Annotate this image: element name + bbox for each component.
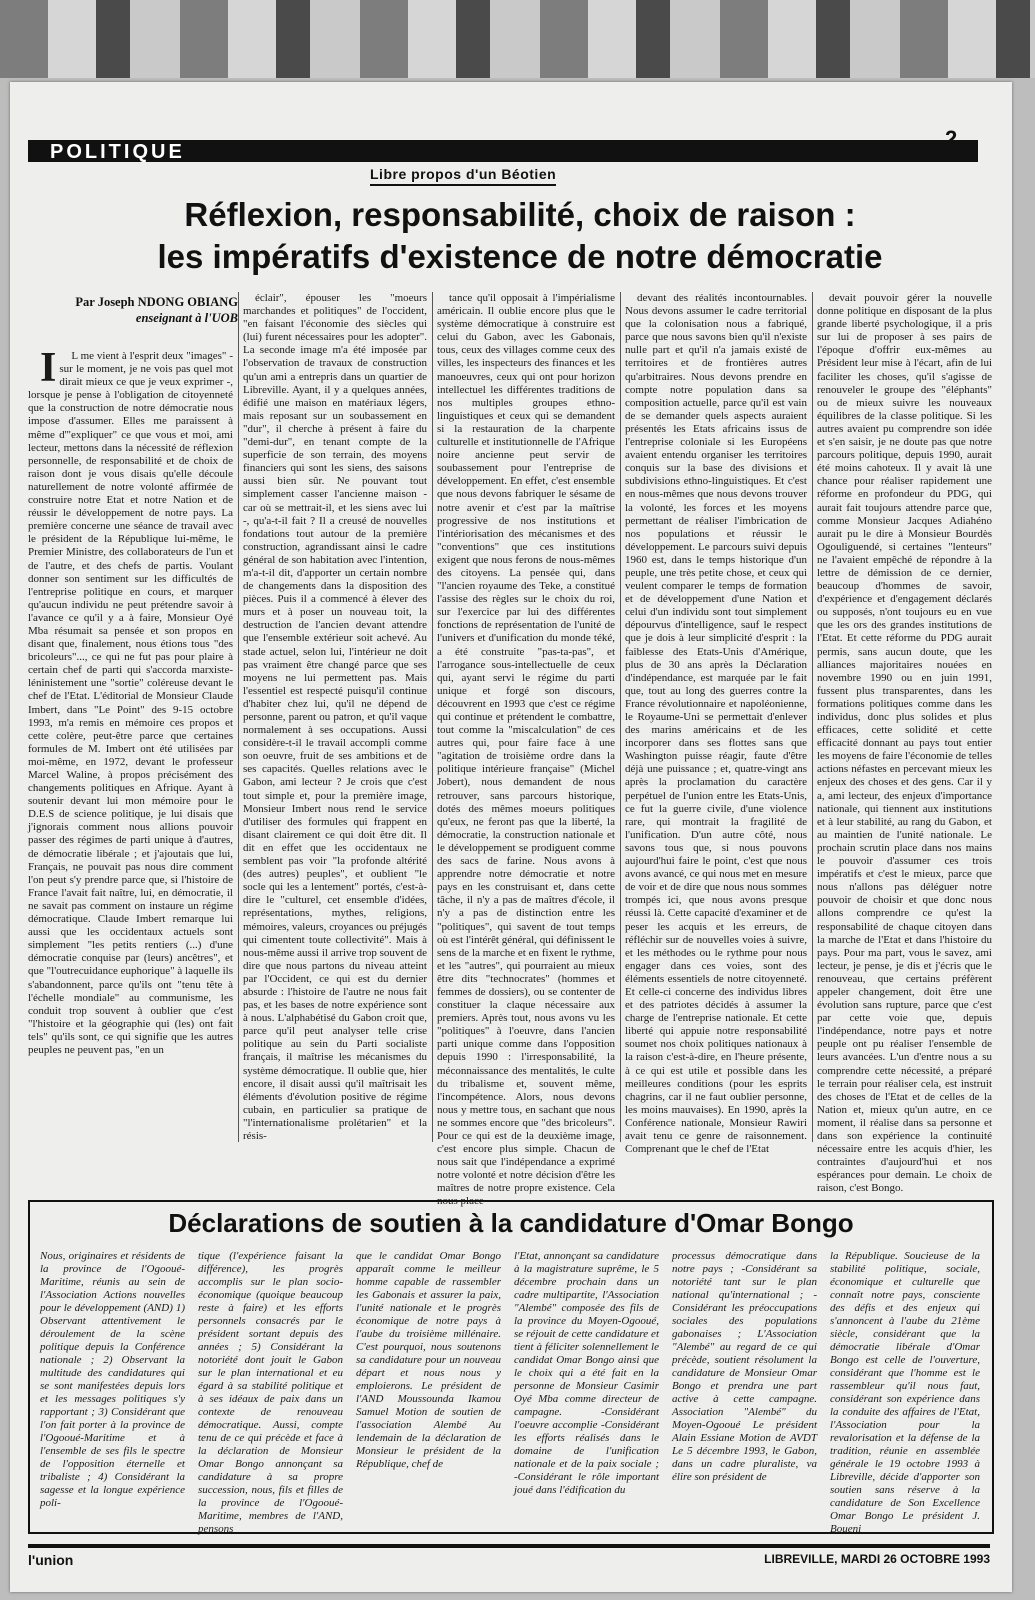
box-column-3 — [356, 1250, 501, 1525]
scanner-edge — [0, 0, 1035, 78]
newspaper-logo: l'union — [28, 1552, 74, 1568]
article-text: L me vient à l'esprit deux "images" - sur le moment, je ne vois pas quel mot dirait mieux ce que je veux exprimer -, lorsque je pense à l'obligation de citoyenneté que la construction de notre démocratie nous impose d'assumer. Elles me paraissent à même d'"expliquer" ce que vous et moi, ami lecteur, mettons dans la nécessité de réflexion personnelle, de responsabilité et de choix de raison dont je vous disais qu'elle découle naturellement de notre volonté affirmée de construire notre Etat et notre Nation et de réussir le développement de notre pays. La première concerne une séance de travail avec le président de la République lui-même, le Premier Ministre, des collaborateurs de l'un et de l'autre, et des chefs de partis. Voulant donner son sentiment sur les difficultés de l'entreprise politique en cours, et marquer qu'aucun individu ne peut prétendre savoir à l'avance ce qu'il y a à faire, Monsieur Oyé Mba résumait sa pensée et son propos en disant que, finalement, nous étions tous "des bricoleurs"..., ce qui ne fut pas pour plaire à certain chef de parti qui s'accorda marxiste-léninistement une "sortie" coléreuse devant le chef de l'Etat. L'éditorial de Monsieur Claude Imbert, dans "Le Point" des 9-15 octobre 1993, m'a remis en mémoire ces propos et cette colère, peut-être parce que certaines formules de M. Imbert ont été utilisées par moi-même, en 1972, devant le professeur Marcel Waline, à propos précisément des changements politiques en Afrique. Ayant à soutenir devant lui mon mémoire pour le D.E.S de science politique, je lui disais que j'ignorais comment nous allions pouvoir passer des régimes de parti unique à d'autres, de démocratie libérale ; et j'ajoutais que lui, Français, ne pouvait pas nous dire comment l'on peut s'y prendre parce que, si l'histoire de France l'avait fait naître, lui, en démocratie, il ne savait pas comment on instaure un régime démocratique. Claude Imbert remarque lui aussi que les occidentaux actuels sont simplement "les petits rentiers (...) d'une démocratie conquise par (leurs) ancêtres", et que "l'outrecuidance euphorique" à laquelle ils s'abandonnent, parce qu'ils ont "tenu tête à l'échelle mondiale" au communisme, les conduit trop souvent à oublier que c'est "l'histoire et la géographie qui (les) ont fait tels" qu'ils sont, ce qui signifie que les autres peuples ne peuvent pas, "en un — [28, 350, 233, 1056]
article-kicker: Libre propos d'un Béotien — [370, 166, 556, 186]
box-text: que le candidat Omar Bongo apparaît comme le meilleur homme capable de rassembler les Gabonais et assurer la paix, l'unité nationale et le progrès économique de notre pays à l'aube du troisième millénaire. C'est pourquoi, nous soutenons sa candidature pour un nouveau départ et nous nous y emploierons. Le président de l'AND Moussounda Ikamou Samuel Motion de soutien de l'association Alembé Au lendemain de la déclaration de Monsieur le président de la République, chef de — [356, 1250, 501, 1470]
box-text: tique (l'expérience faisant la différence), les progrès accomplis sur le plan socio-économique (quoique beaucoup reste à faire) et les efforts personnels consacrés par le président sortant depuis des années ; 5) Considérant la notoriété dont jouit le Gabon sur le plan international et eu égard à sa stabilité politique et à ses idéaux de paix dans un contexte de renouveau démocratique. Aussi, compte tenu de ce qui précède et face à la déclaration de Monsieur Omar Bongo annonçant sa candidature à sa propre succession, nous, fils et filles de la province de l'Ogooué-Maritime, membres de l'AND, pensons — [198, 1250, 343, 1535]
box-text: l'Etat, annonçant sa candidature à la magistrature suprême, le 5 décembre prochain dans un cadre multipartite, l'Association "Alembé" composée des fils de la province du Moyen-Ogooué, se réjouit de cette candidature et tient à féliciter solennellement le candidat Omar Bongo ainsi que le choix qui a été fait en la personne de Monsieur Casimir Oyé Mba comme directeur de campagne. -Considérant l'oeuvre accomplie -Considérant les efforts réalisés dans le domaine de l'unification nationale et de la paix sociale ; -Considérant le rôle important joué dans l'édification du — [514, 1250, 659, 1496]
box-column-5 — [672, 1250, 817, 1525]
section-banner — [28, 140, 978, 162]
box-text: Nous, originaires et résidents de la province de l'Ogooué-Maritime, réunis au sein de l'Association Actions nouvelles pour le développement (AND) 1) Observant attentivement le déroulement de la scène politique depuis la Conférence nationale ; 2) Observant la multitude des candidatures qui se sont manifestées depuis lors et les messages politiques s'y rapportant ; 3) Considérant que l'on fait porter à la province de l'Ogooué-Maritime et à l'ensemble de ses fils le spectre de l'opposition éternelle et tribaliste ; 4) Considérant la sagesse et la longue expérience poli- — [40, 1250, 185, 1509]
article-headline — [70, 194, 970, 278]
box-text: la République. Soucieuse de la stabilité politique, sociale, économique et culturelle que connaît notre pays, consciente des défis et des enjeux qui s'annoncent à l'aube du 21ème siècle, considérant que la démocratie libérale d'Omar Bongo est celle de l'ouverture, considérant que l'homme est le rassembleur qu'il nous faut, considérant son expérience dans la conduite des affaires de l'Etat, l'Association pour la revalorisation et la défense de la tradition, réunie en assemblée générale le 19 octobre 1993 à Libreville, décide d'apporter son soutien sans réserve à la candidature de Son Excellence Omar Bongo Le président J. Boueni — [830, 1250, 980, 1535]
headline-line-2: les impératifs d'existence de notre démocratie — [157, 238, 883, 275]
newspaper-page — [10, 82, 1012, 1592]
box-column-2 — [198, 1250, 343, 1535]
byline — [28, 294, 238, 326]
page-footer — [28, 1544, 990, 1574]
box-title: Déclarations de soutien à la candidature d'Omar Bongo — [168, 1208, 854, 1238]
article-column-3 — [437, 292, 615, 1208]
box-text: processus démocratique dans notre pays ; -Considérant sa notoriété tant sur le plan national qu'international ; -Considérant les préoccupations sociales des populations gabonaises ; L'Association "Alembé" au regard de ce qui précède, soutient résolument la candidature de Monsieur Omar Bongo et prendra une part active à cette campagne. Association "Alembé" du Moyen-Ogooué Le président Alain Essiane Motion de AVDT Le 5 décembre 1993, le Gabon, dans un cadre pluraliste, va élire son président de — [672, 1250, 817, 1483]
article-column-2 — [243, 292, 427, 1140]
author-name: Par Joseph NDONG OBIANG — [75, 295, 238, 309]
article-column-5 — [817, 292, 992, 1195]
article-text: devait pouvoir gérer la nouvelle donne politique en disposant de la plus grande liberté psychologique, il a pris sur lui de proposer à ses pairs de l'époque d'offrir eux-mêmes au Président leur mise à l'écart, afin de lui faciliter les choses, qu'il s'agisse de renouveler le groupe des "éléphants" ou de mieux suivre les nouveaux équilibres de la classe politique. Si les autres avaient pu comprendre son idée et s'en saisir, je ne doute pas que notre parcours politique, depuis 1990, aurait été moins cahoteux. Il y avait là une chance pour réaliser rapidement une réforme en profondeur du PDG, qui aurait fait toujours attendre parce que, comme Monsieur Jacques Adiahéno aurait pu le dire à Monsieur Bourdès Ogouliguendé, si certaines "lenteurs" ne l'avaient empêché de répondre à la lettre de démission de ce dernier, beaucoup d'hommes de savoir, d'expérience et d'engagement déclarés ou supposés, n'ont toujours eu en vue que les ors des grandes institutions de l'Etat. Et cette réforme du PDG aurait permis, sans aucun doute, que les alliances majoritaires nouées en novembre 1990 ou en juin 1991, fussent plus transparentes, dans les formations politiques comme dans les individus, donc plus solides et plus efficaces, cette solidité et cette efficacité donnant au pays tout entier les moyens de faire l'économie de telles actions néfastes en percevant mieux les enjeux des choses et des gens. Car il y a, ami lecteur, des enjeux d'importance nationale, qui tiennent aux institutions et à leur stabilité, au rang du Gabon, et au maintien de l'unité nationale. Le prochain scrutin place dans nos mains le pouvoir d'assumer ces trois impératifs et c'est le mieux, parce que nous n'allons pas déléguer notre pouvoir de choisir et que donc nous allons comprendre ce qu'est la responsabilité de chaque citoyen dans la marche de l'Etat et dans l'histoire du pays. Pour ma part, vous le savez, ami lecteur, je pense, je dis et j'écris que le renouveau, que certains préfèrent appeler changement, doit être une évolution sans rupture, parce que c'est par cette voie que, depuis l'indépendance, notre pays et notre peuple ont pu réaliser l'ensemble de leurs avancées. L'un d'entre nous a su comprendre cette nécessité, a préparé le terrain pour réaliser cela, est instruit des choses de l'Etat et de celles de la Nation et, mieux qu'un autre, en ce moment, il réalise dans sa personne et dans son expérience la continuité nécessaire entre les acquis d'hier, les contraintes d'aujourd'hui et nos espérances pour demain. Le choix de raison, c'est Bongo. — [817, 292, 992, 1195]
drop-cap: I — [40, 345, 57, 391]
box-column-6 — [830, 1250, 980, 1535]
box-column-1 — [40, 1250, 185, 1525]
article-column-4 — [625, 292, 807, 1156]
author-title: enseignant à l'UOB — [135, 311, 238, 325]
article-column-1 — [28, 345, 233, 1140]
column-rule — [620, 292, 621, 1142]
article-text: devant des réalités incontournables. Nous devons assumer le cadre territorial que la colonisation nous a fabriqué, parce que nous savons bien qu'il n'existe nulle part et qu'il n'a jamais existé de territoires et de frontières autres qu'arbitraires. Nous devons prendre en compte notre population dans sa composition actuelle, parce qu'il est vain de se demander quels aspects auraient présentés les Etats africains issus de l'entreprise coloniale si les Européens avaient entendu organiser les territoires conquis sur la base des divisions et subdivisions ethno-linguistiques. Et c'est en nous-mêmes que nous devons trouver la volonté, les forces et les moyens permettant de réaliser l'imbrication de nos populations et réussir le développement. Le parcours suivi depuis 1960 est, dans le temps historique d'un peuple, une très petite chose, et ceux qui veulent comparer le temps de formation et de développement d'une Nation et celui d'un individu sont tout simplement dépourvus d'intelligence, sauf le respect que je dois à leur simplicité d'esprit : la faiblesse des Etats-Unis d'Amérique, plus de 30 ans après la Déclaration d'indépendance, est marquée par le fait que, tout au long des guerres contre la France révolutionnaire et napoléonienne, le Royaume-Uni se permettait d'enlever des marins américains et de les incorporer dans ses flottes sans que Washington puisse réagir, faute d'être déjà une puissance ; et, quatre-vingt ans après la proclamation du caractère perpétuel de l'union entre les Etats-Unis, ce fut la guerre civile, d'une violence rare, qui montrait la fragilité de l'unification. D'un autre côté, nous savons tous que, si nous pouvons aujourd'hui faire le point, c'est que nous avons avancé, ce qui nous met en mesure de voir et de dire que nous nous sommes trompés ici, que nous avons presque réussi là. Cette capacité d'examiner et de peser les acquis et les erreurs, de réfléchir sur de nouvelles voies à suivre, et les méthodes ou le rythme pour nous engager dans ces voies, sont des éléments essentiels de notre citoyenneté. Et celle-ci concerne des individus libres et des patriotes décidés à assumer la charge de l'entreprise nationale. Et cette liberté qui appuie notre responsabilité soumet nos choix politiques nationaux à la raison c'est-à-dire, en l'heure présente, à ce qui est utile et possible dans les meilleures conditions (pour les esprits chagrins, car il ne faut oublier personne, les moins mauvaises). En 1990, après la Conférence nationale, Monsieur Rawiri avait tenu ce genre de raisonnement. Comprenant que le chef de l'Etat — [625, 292, 807, 1156]
article-text: éclair", épouser les "moeurs marchandes et politiques" de l'occident, "en faisant l'économie des siècles qui (lui) furent nécessaires pour les adopter". La seconde image m'a été imposée par l'observation de travaux de construction qu'un ami a entrepris dans un quartier de Libreville. Ayant, il y a quelques années, édifié une maison en matériaux légers, mais reposant sur un soubassement en "dur", il cherche à présent à faire du "demi-dur", en tenant compte de la superficie de son terrain, des moyens financiers qui sont les siens, des saisons aussi bien sûr. Ne pouvant tout simplement casser l'ancienne maison - car où se mettrait-il, et les siens avec lui -, qu'a-t-il fait ? Il a creusé de nouvelles fondations tout autour de la première construction, agrandissant ainsi le cadre général de son habitation avec l'intention, m'a-t-il dit, d'apporter un certain nombre de changements dans la disposition des pièces. Puis il a commencé à élever des murs et à poser un nouveau toit, la destruction de l'ancien devant attendre que l'ensemble extérieur soit achevé. Au stade actuel, selon lui, l'intérieur ne doit pas vraiment être changé parce que ses moyens ne lui permettent pas. Mais l'essentiel est respecté puisqu'il continue d'habiter chez lui, qu'il ne dépend de personne, parent ou patron, et qu'il vaque normalement à ses occupations. Aussi considère-t-il le travail accompli comme son oeuvre, fruit de ses ambitions et de ses capacités. Quelles relations avec le Gabon, ami lecteur ? Je crois que c'est tout simple et, pour la première image, Monsieur Imbert nous rend le service d'utiliser des formules qui frappent en disant clairement ce qui doit être dit. Il dit en effet que les occidentaux ne semblent pas voir "la profonde altérité (des autres) peuples", et oublient "le socle qui les a lentement" portés, c'est-à-dire le "culturel, cet ensemble d'idées, représentations, mythes, religions, mémoires, valeurs, croyances ou préjugés qui cimentent toute collectivité". Mais à nous-même aussi il arrive trop souvent de dire que nous partons du niveau atteint par l'Occident, ce qui est du dernier absurde : l'histoire de l'autre ne nous fait pas, et les bases de notre expérience sont à nous. L'alphabétisé du Gabon croit que, parce qu'il peut analyser telle crise politique au sein du Parti socialiste français, il maîtrise les mécanismes du système démocratique. Il oublie que, hier encore, il disait aussi qu'il maîtrisait les éléments d'évolution positive de régime cubain, en particulier sa pratique de "l'internationalisme prolétarien" et la résis- — [243, 292, 427, 1142]
article-text: tance qu'il opposait à l'impérialisme américain. Il oublie encore plus que le système démocratique à construire est celui du Gabon, avec les Gabonais, tous, ceux des villages comme ceux des villes, les inspecteurs des finances et les manoeuvres, ceux qui ont pour horizon intellectuel les différentes traditions de nos multiples groupes ethno-linguistiques et ceux qui se demandent si la restauration de la charpente culturelle et institutionnelle de l'Afrique noire ancienne peut servir de soubassement pour l'entreprise de développement. En effet, c'est ensemble que nous devons fabriquer le sésame de notre avenir et c'est par la maîtrise progressive de nos institutions et l'intériorisation des mécanismes et des "conventions" que ces institutions exigent que nous ferons de nous-mêmes des citoyens. La pensée qui, dans "l'ancien royaume des Teke, a constitué l'assise des règles sur le choix du roi, sur l'exercice par lui des différentes fonctions de représentation de l'unité de l'univers et d'unification du monde téké, a été construite "pas-ta-pas", et l'arrogance sous-intellectuelle de ceux qui, ayant servi le régime du parti unique et forgé son discours, découvrent en 1993 que c'est ce régime qui continue et prétendent le combattre, tout comme la "miscalculation" de ces autres qui, pour faire face à une "agitation de troisième ordre dans la politique intérieure française" (Michel Jobert), nous demandent de nous retrouver, sans parcours historique, dotés des mêmes moeurs politiques qu'eux, ne feront pas que la liberté, la démocratie, la construction nationale et le développement se prodiguent comme des sacs de farine. Nous avons à apprendre notre démocratie et notre pays en les construisant et, dans cette tâche, il n'y a pas de maîtres d'école, il n'y a pas de distinction entre les "politiques", qui savent de tout temps où est l'intérêt général, qui définissent le sens de la marche et en fixent le rythme, et les "autres", qui pourraient au mieux être dits "technocrates" (hommes et femmes de dossiers), ou se contenter de constituer la claque nécessaire aux premiers. Après tout, nous avons vu les "politiques" à l'oeuvre, dans l'ancien parti unique comme dans l'opposition depuis 1990 : l'irresponsabilité, la méconnaissance des mentalités, le culte du tribalisme et, souvent même, l'incompétence. Alors, nous devons nous y mettre tous, en sachant que nous ne sommes encore que "des bricoleurs". Pour ce qui est de la deuxième image, c'est encore plus simple. Chacun de nous sait que l'indépendance a exprimé notre volonté et notre décision d'être les maîtres de notre propre existence. Cela nous place — [437, 292, 615, 1208]
column-rule — [432, 292, 433, 1142]
column-rule — [812, 292, 813, 1142]
issue-date: LIBREVILLE, MARDI 26 OCTOBRE 1993 — [764, 1552, 990, 1566]
column-rule — [238, 292, 239, 1142]
support-declarations-box — [28, 1200, 994, 1534]
section-title: POLITIQUE — [50, 141, 185, 163]
headline-line-1: Réflexion, responsabilité, choix de raison : — [184, 196, 856, 233]
box-column-4 — [514, 1250, 659, 1525]
page-number: 2 — [945, 126, 958, 151]
